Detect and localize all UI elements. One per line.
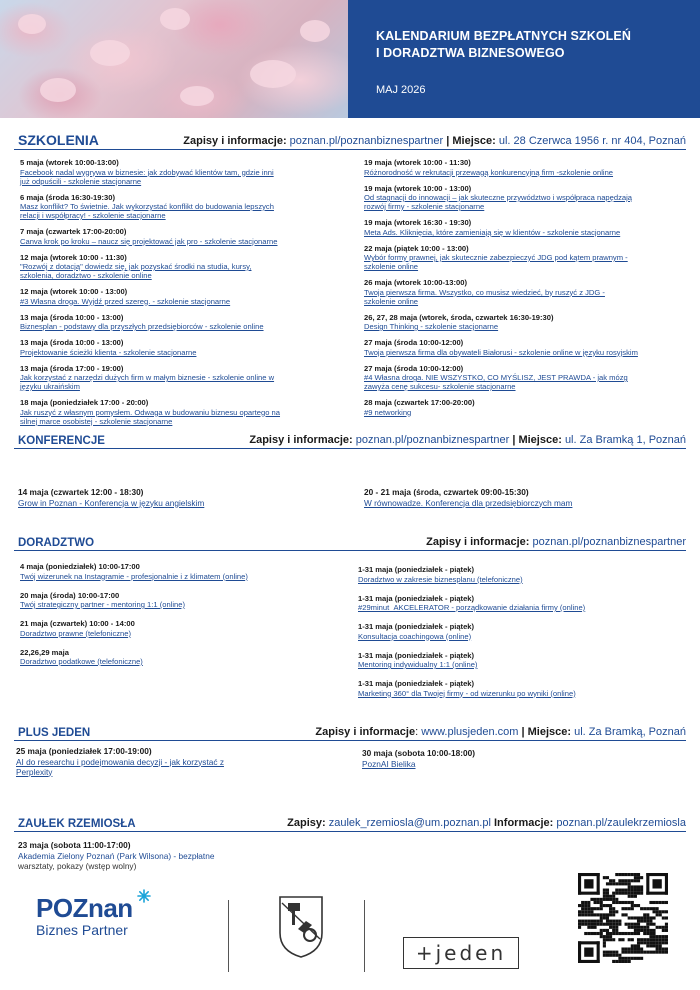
event-title-link[interactable]: języku ukraińskim <box>20 382 80 391</box>
section-info <box>287 817 686 829</box>
separator: | <box>512 434 516 446</box>
event-title-link[interactable]: Meta Ads. Kliknięcia, które zamieniają się w klientów - szkolenie stacjonarne <box>364 227 621 237</box>
event-title-link[interactable]: Twój wizerunek na Instagramie - profesjonalnie i z klimatem (online) <box>20 571 248 581</box>
event-title-link[interactable]: #29minut_AKCELERATOR - porządkowanie działania firmy (online) <box>358 603 586 612</box>
section-header-plus-jeden <box>14 722 686 741</box>
place-value: ul. Za Bramką 1, Poznań <box>564 434 686 446</box>
event-date: 19 maja (wtorek 10:00 - 13:00) <box>364 183 472 193</box>
event-date: 20 - 21 maja (środa, czwartek 09:00-15:30) <box>364 487 529 497</box>
colon: : <box>415 726 419 738</box>
event-title-link[interactable]: Perplexity <box>16 766 53 777</box>
place-label: Miejsce: <box>452 135 496 147</box>
event-item <box>20 364 350 392</box>
info-label: Zapisy i informacje: <box>249 434 353 446</box>
event-item <box>358 565 688 584</box>
event-item <box>364 158 694 177</box>
event-title-link[interactable]: silnej marce osobistej - szkolenie stacjonarne <box>20 416 173 426</box>
event-item <box>358 594 688 613</box>
divider <box>364 900 365 972</box>
event-item <box>358 679 688 698</box>
event-title-link[interactable]: Mentoring indywidualny 1:1 (online) <box>358 660 478 669</box>
event-title-link[interactable]: Facebook nadal wygrywa w biznesie: jak zdobywać klientów tam, gdzie inni <box>20 167 274 177</box>
event-item <box>20 648 350 667</box>
event-date: 13 maja (środa 10:00 - 13:00) <box>20 338 124 347</box>
event-title-link[interactable]: Canva krok po kroku – naucz się projektować jak pro - szkolenie stacjonarne <box>20 236 278 246</box>
place-label: Miejsce: <box>527 726 572 738</box>
event-date: 20 maja (środa) 10:00-17:00 <box>20 590 120 600</box>
section-title: DORADZTWO <box>18 537 95 549</box>
plus-jeden-logo: +jeden <box>403 937 519 969</box>
event-title-link[interactable]: szkolenia, doradztwo - szkolenie online <box>20 271 152 280</box>
event-date: 23 maja (sobota 11:00-17:00) <box>18 840 131 850</box>
event-date: 13 maja (środa 17:00 - 19:00) <box>20 363 124 373</box>
event-title-link[interactable]: #4 Własna droga. NIE WSZYSTKO, CO MYŚLISZ, JEST PRAWDA - jak mózg <box>364 373 628 382</box>
doradztwo-right-column <box>358 565 688 708</box>
poznan-logo <box>36 893 153 938</box>
poznan-star-icon <box>137 889 151 903</box>
event-date: 1-31 maja (poniedziałek - piątek) <box>358 622 475 631</box>
event-item <box>18 487 348 508</box>
event-date: 1-31 maja (poniedziałek - piątek) <box>358 565 475 574</box>
event-item <box>20 619 350 638</box>
event-item <box>364 487 694 508</box>
event-item <box>364 338 694 357</box>
event-date: 12 maja (wtorek 10:00 - 11:30) <box>20 252 127 262</box>
event-title-link[interactable]: Doradztwo w zakresie biznesplanu (telefoniczne) <box>358 574 523 584</box>
place-value: ul. 28 Czerwca 1956 r. nr 404, Poznań <box>498 135 686 147</box>
poznan-logo-sub: Biznes Partner <box>36 922 128 938</box>
event-title-link[interactable]: szkolenie online <box>364 296 419 306</box>
event-item <box>364 244 694 272</box>
place-label: Miejsce: <box>518 434 562 446</box>
event-date: 21 maja (czwartek) 10:00 - 14:00 <box>20 619 135 628</box>
event-item <box>20 227 350 246</box>
event-item <box>20 562 350 581</box>
section-info <box>315 726 686 738</box>
event-title-link[interactable]: Doradztwo podatkowe (telefoniczne) <box>20 657 143 666</box>
event-date: 4 maja (poniedziałek) 10:00-17:00 <box>20 562 140 571</box>
info-link[interactable]: poznan.pl/poznanbiznespartner <box>289 135 444 147</box>
info-label: Informacje: <box>494 817 554 829</box>
plus-jeden-right-column <box>362 748 692 776</box>
event-date: 25 maja (poniedziałek 17:00-19:00) <box>16 746 152 756</box>
event-date: 22,26,29 maja <box>20 647 69 657</box>
event-date: 28 maja (czwartek 17:00-20:00) <box>364 398 475 407</box>
info-label: Zapisy i informacje <box>315 726 416 738</box>
event-date: 7 maja (czwartek 17:00-20:00) <box>20 227 127 236</box>
event-title-link[interactable]: #9 networking <box>364 407 412 417</box>
section-header-doradztwo <box>14 532 686 551</box>
event-item <box>18 840 348 871</box>
event-title-link[interactable]: Marketing 360° dla Twojej firmy - od wizerunku po wyniki (online) <box>358 688 576 698</box>
event-date: 5 maja (wtorek 10:00-13:00) <box>20 158 119 167</box>
event-title-link[interactable]: Twoja pierwsza firma dla obywateli Białorusi - szkolenie online w języku rosyjskim <box>364 347 638 357</box>
page-title-line1: KALENDARIUM BEZPŁATNYCH SZKOLEŃ <box>376 29 631 43</box>
zapisy-label: Zapisy: <box>287 817 326 829</box>
event-date: 12 maja (wtorek 10:00 - 13:00) <box>20 287 128 296</box>
event-title-line: Akademia Zielony Poznań (Park Wilsona) - bezpłatne <box>18 850 215 861</box>
event-date: 1-31 maja (poniedziałek - piątek) <box>358 679 475 688</box>
zaulek-crest-icon <box>268 893 334 973</box>
event-date: 30 maja (sobota 10:00-18:00) <box>362 748 475 758</box>
event-title-link[interactable]: Projektowanie ścieżki klienta - szkolenie stacjonarne <box>20 347 197 357</box>
event-item <box>364 398 694 417</box>
doradztwo-left-column <box>20 562 350 676</box>
event-title-link[interactable]: "Rozwój z dotacją" dowiedz się, jak pozyskać środki na studia, kursy, <box>20 262 252 271</box>
event-title-line: warsztaty, pokazy (wstęp wolny) <box>18 860 137 871</box>
event-date: 1-31 maja (poniedziałek - piątek) <box>358 593 475 603</box>
info-label: Zapisy i informacje: <box>183 135 287 147</box>
event-title-link[interactable]: Twoja pierwsza firma. Wszystko, co musisz wiedzieć, by ruszyć z JDG - <box>364 287 605 297</box>
event-item <box>364 218 694 237</box>
event-title-link[interactable]: Od stagnacji do innowacji – jak skuteczne przywództwo i współpraca napędzają <box>364 193 633 202</box>
szkolenia-right-column <box>364 158 694 424</box>
email-link[interactable]: zaulek_rzemiosla@um.poznan.pl <box>328 817 491 829</box>
event-item <box>20 398 350 426</box>
qr-code-icon <box>578 873 668 963</box>
event-item <box>20 253 350 281</box>
event-item <box>20 193 350 221</box>
event-item <box>20 338 350 357</box>
event-title-link[interactable]: Twój strategiczny partner - mentoring 1:1 (online) <box>20 600 186 609</box>
event-item <box>364 184 694 212</box>
event-title-link[interactable]: Wybór formy prawnej, jak skutecznie zabezpieczyć JDG pod kątem prawnym - <box>364 253 628 262</box>
divider <box>228 900 229 972</box>
konferencje-left-column <box>18 487 348 515</box>
event-title-link[interactable]: zawyża cenę sukcesu- szkolenie stacjonarne <box>364 382 516 391</box>
event-title-link[interactable]: relacji i współpracy! - szkolenie stacjonarne <box>20 211 166 220</box>
place-value: ul. Za Bramką, Poznań <box>574 726 686 738</box>
event-date: 22 maja (piątek 10:00 - 13:00) <box>364 243 469 253</box>
zaulek-column <box>18 840 348 878</box>
event-date: 19 maja (wtorek 10:00 - 11:30) <box>364 158 471 167</box>
section-title: SZKOLENIA <box>18 132 99 148</box>
section-header-konferencje <box>14 430 686 449</box>
info-link[interactable]: poznan.pl/poznanbiznespartner <box>532 536 686 548</box>
event-date: 26 maja (wtorek 10:00-13:00) <box>364 278 467 287</box>
section-title: ZAUŁEK RZEMIOSŁA <box>18 818 136 830</box>
event-item <box>364 313 694 332</box>
separator: | <box>521 726 525 738</box>
section-header-szkolenia <box>14 131 686 150</box>
event-title-link[interactable]: Różnorodność w rekrutacji przewagą konkurencyjną firm -szkolenie online <box>364 167 614 177</box>
konferencje-right-column <box>364 487 694 515</box>
section-title: KONFERENCJE <box>18 435 105 447</box>
event-title-link[interactable]: Grow in Poznan - Konferencja w języku angielskim <box>18 497 205 508</box>
event-date: 14 maja (czwartek 12:00 - 18:30) <box>18 487 144 497</box>
event-item <box>362 748 692 769</box>
blossom-photo <box>0 0 348 118</box>
page-month: MAJ 2026 <box>376 84 426 96</box>
event-item <box>358 622 688 641</box>
event-date: 6 maja (środa 16:30-19:30) <box>20 192 115 202</box>
event-date: 26, 27, 28 maja (wtorek, środa, czwartek 16:30-19:30) <box>364 312 554 322</box>
event-title-link[interactable]: Design Thinking - szkolenie stacjonarne <box>364 322 499 331</box>
event-date: 1-31 maja (poniedziałek - piątek) <box>358 650 475 660</box>
info-link[interactable]: www.plusjeden.com <box>421 726 519 738</box>
event-item <box>16 746 346 777</box>
plus-jeden-left-column <box>16 746 346 784</box>
event-title-link[interactable]: Doradztwo prawne (telefoniczne) <box>20 628 132 638</box>
event-item <box>20 287 350 306</box>
event-date: 27 maja (środa 10:00-12:00) <box>364 363 464 373</box>
event-title-link[interactable]: Jak ruszyć z własnym pomysłem. Odwaga w budowaniu biznesu opartego na <box>20 407 281 417</box>
event-item <box>358 651 688 670</box>
event-item <box>20 313 350 332</box>
event-title-link[interactable]: W równowadze. Konferencja dla przedsiębiorczych mam <box>364 497 573 508</box>
event-item <box>364 278 694 306</box>
event-title-link[interactable]: Konsultacja coachingowa (online) <box>358 631 472 641</box>
info-link[interactable]: poznan.pl/zaulekrzemiosla <box>556 817 686 829</box>
event-date: 27 maja (środa 10:00-12:00) <box>364 338 464 347</box>
event-title-link[interactable]: Masz konflikt? To świetnie. Jak wykorzystać konflikt do budowania lepszych <box>20 202 274 211</box>
poznan-logo-text <box>36 893 153 924</box>
section-header-zaulek <box>14 813 686 832</box>
separator: | <box>446 135 450 147</box>
section-info <box>183 135 686 147</box>
info-link[interactable]: poznan.pl/poznanbiznespartner <box>355 434 510 446</box>
section-info <box>426 536 686 548</box>
event-title-link[interactable]: rozwój firmy - szkolenie stacjonarne <box>364 202 485 211</box>
event-title-link[interactable]: Jak korzystać z narzędzi dużych firm w małym biznesie - szkolenie online w <box>20 373 275 382</box>
section-info <box>249 434 686 446</box>
event-title-link[interactable]: Biznesplan - podstawy dla przyszłych przedsiębiorców - szkolenie online <box>20 322 264 331</box>
info-label: Zapisy i informacje: <box>426 536 530 548</box>
page-title-line2: I DORADZTWA BIZNESOWEGO <box>376 46 565 60</box>
zaulek-logo <box>268 893 334 973</box>
section-title: PLUS JEDEN <box>18 727 91 739</box>
title-box <box>348 0 700 118</box>
szkolenia-left-column <box>20 158 350 433</box>
event-title-link[interactable]: #3 Własna droga. Wyjdź przed szereg. - szkolenie stacjonarne <box>20 296 231 306</box>
event-title-link[interactable]: AI do researchu i podejmowania decyzji - jak korzystać z <box>16 756 224 767</box>
event-date: 18 maja (poniedziałek 17:00 - 20:00) <box>20 398 149 407</box>
poznan-logo-word: POZnan <box>36 893 133 923</box>
page-header <box>0 0 700 118</box>
event-date: 13 maja (środa 10:00 - 13:00) <box>20 312 124 322</box>
event-item <box>20 158 350 186</box>
event-item <box>20 591 350 610</box>
event-title-link[interactable]: już odpuścili - szkolenie stacjonarne <box>20 176 142 186</box>
event-title-link[interactable]: PoznAI Bielika <box>362 758 416 769</box>
event-title-link[interactable]: szkolenie online <box>364 262 419 271</box>
event-date: 19 maja (wtorek 16:30 - 19:30) <box>364 218 472 227</box>
event-item <box>364 364 694 392</box>
